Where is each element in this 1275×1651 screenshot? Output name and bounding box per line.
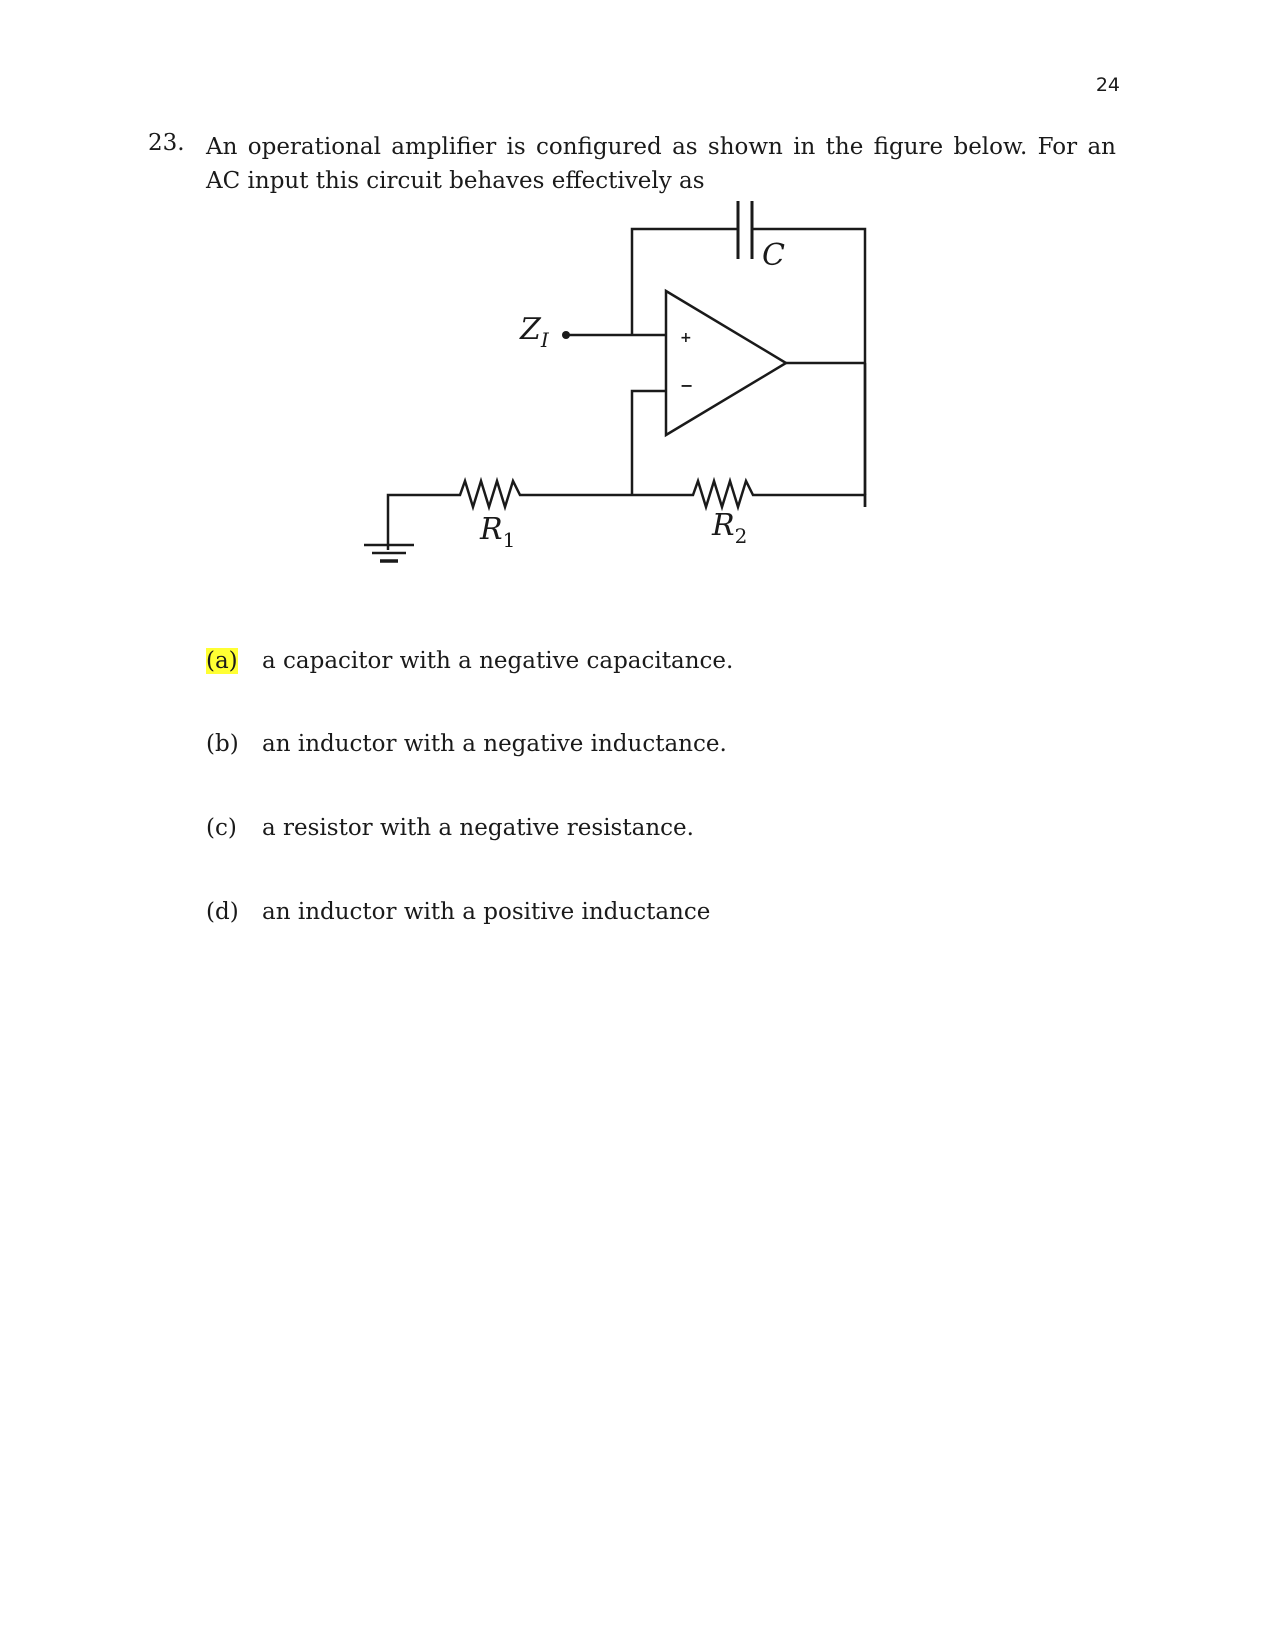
page-number: 24 <box>1095 74 1120 96</box>
r1-label: R1 <box>480 512 516 552</box>
option-a-label[interactable]: (a) <box>206 648 238 674</box>
minus-sign: − <box>680 376 694 395</box>
resistor-r2 <box>632 481 865 507</box>
inverting-input-wire <box>632 391 666 495</box>
op-amp-triangle <box>666 291 786 435</box>
feedback-wire-left <box>632 229 738 335</box>
question-text: An operational amplifier is configured as shown in the figure below. For an AC input this circuit behaves effectively as <box>206 134 1116 194</box>
option-a-text: a capacitor with a negative capacitance. <box>262 648 734 674</box>
r2-label: R2 <box>712 508 748 548</box>
op-amp-circuit-diagram <box>360 195 900 615</box>
option-b-label[interactable]: (b) <box>206 731 239 757</box>
plus-sign: + <box>680 330 692 346</box>
option-c-label[interactable]: (c) <box>206 815 237 841</box>
question-number: 23. <box>148 130 185 156</box>
input-label: ZI <box>520 312 549 352</box>
capacitor-label: C <box>762 238 785 273</box>
option-c-text: a resistor with a negative resistance. <box>262 815 694 841</box>
option-d-label[interactable]: (d) <box>206 899 239 925</box>
option-d-text: an inductor with a positive inductance <box>262 899 711 925</box>
option-b-text: an inductor with a negative inductance. <box>262 731 727 757</box>
